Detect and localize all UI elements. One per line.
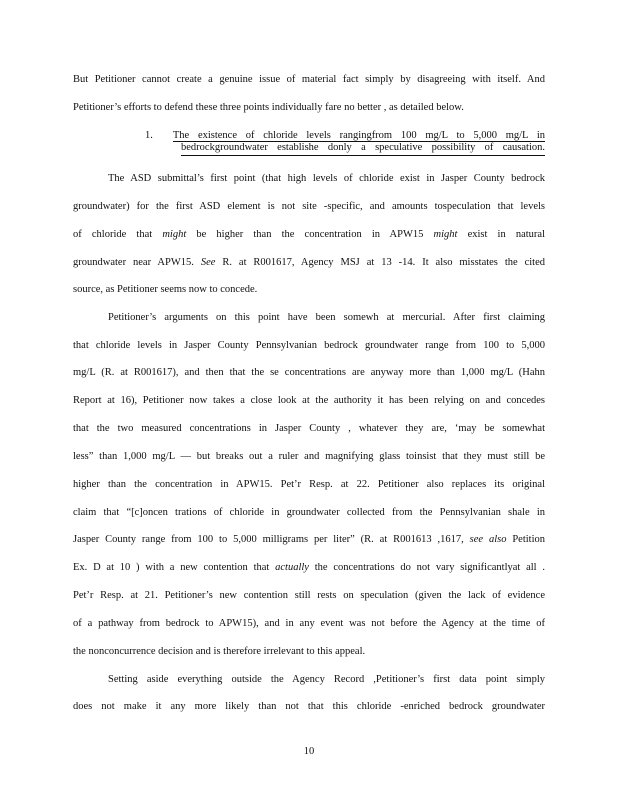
- page-number: 10: [303, 746, 315, 757]
- italic-emphasis: See: [200, 257, 216, 268]
- text-line: Report at 16), Petitioner now takes a close look at the authority it has been relying on and concedes: [73, 395, 545, 406]
- text-line: Setting aside everything outside the Agency Record ,Petitioner’s first data point simply: [108, 674, 545, 685]
- text-line: Ex. D at 10 ) with a new contention that actually the concentrations do not vary significantlyat all .: [73, 562, 545, 573]
- text-line: groundwater) for the first ASD element is not site -specific, and amounts tospeculation that levels: [73, 201, 545, 212]
- text-line: Petitioner’s efforts to defend these three points individually fare no better , as detailed below.: [73, 102, 464, 113]
- heading-number: 1.: [145, 130, 153, 141]
- text-line: of a pathway from bedrock to APW15), and in any event was not before the Agency at the time of: [73, 618, 545, 629]
- text-line: that chloride levels in Jasper County Pennsylvanian bedrock groundwater range from 100 to 5,000: [73, 340, 545, 351]
- text-line: higher than the concentration in APW15. Pet’r Resp. at 22. Petitioner also replaces its original: [73, 479, 545, 490]
- italic-emphasis: might: [162, 229, 187, 240]
- text-line: the nonconcurrence decision and is therefore irrelevant to this appeal.: [73, 646, 366, 657]
- text-line: Jasper County range from 100 to 5,000 milligrams per liter” (R. at R001613 ,1617, see also Petition: [73, 534, 545, 545]
- text-line: Petitioner’s arguments on this point have been somewh at mercurial. After first claiming: [108, 312, 545, 323]
- text-line: But Petitioner cannot create a genuine issue of material fact simply by disagreeing with itself. And: [73, 74, 545, 85]
- text-line: source, as Petitioner seems now to concede.: [73, 284, 258, 295]
- text-line: mg/L (R. at R001617), and then that the se concentrations are anyway more than 1,000 mg/L (Hahn: [73, 367, 545, 378]
- text-line: that the two measured concentrations in Jasper County , whatever they are, ‘may be somewhat: [73, 423, 545, 434]
- text-line: of chloride that might be higher than the concentration in APW15 might exist in natural: [73, 229, 545, 240]
- italic-emphasis: might: [433, 229, 458, 240]
- heading-text-line-2: bedrockgroundwater establishe donly a speculative possibility of causation.: [181, 141, 545, 156]
- italic-emphasis: actually: [275, 562, 309, 573]
- text-line: Pet’r Resp. at 21. Petitioner’s new contention still rests on speculation (given the lack of evidence: [73, 590, 545, 601]
- text-line: groundwater near APW15. See R. at R001617, Agency MSJ at 13 -14. It also misstates the cited: [73, 257, 545, 268]
- text-line: claim that “[c]oncen trations of chloride in groundwater collected from the Pennsylvanian shale in: [73, 507, 545, 518]
- text-line: The ASD submittal’s first point (that high levels of chloride exist in Jasper County bedrock: [108, 173, 545, 184]
- italic-emphasis: see also: [469, 534, 507, 545]
- text-line: less” than 1,000 mg/L — but breaks out a ruler and magnifying glass toinsist that they must still be: [73, 451, 545, 462]
- heading-text-line-1: The existence of chloride levels rangingfrom 100 mg/L to 5,000 mg/L in: [172, 130, 545, 141]
- text-line: does not make it any more likely than not that this chloride -enriched bedrock groundwater: [73, 701, 545, 712]
